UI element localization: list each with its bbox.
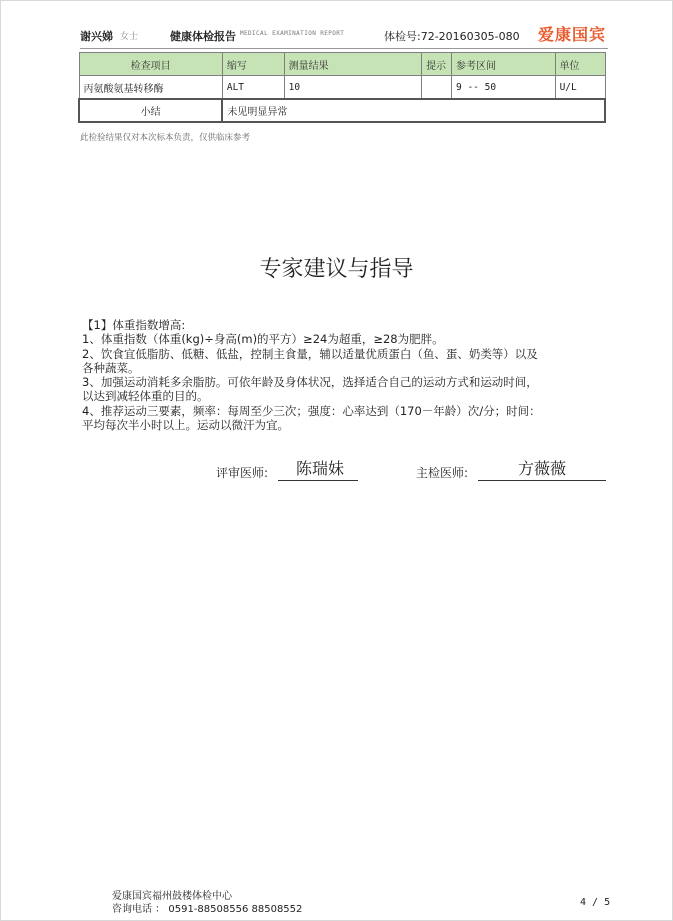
advice-line: 4、推荐运动三要素，频率：每周至少三次；强度：心率达到（170－年龄）次/分；时间： — [82, 403, 541, 418]
advice-line: 各种蔬菜。 — [82, 360, 140, 375]
advice-line: 1、体重指数（体重(kg)÷身高(m)的平方）≥24为超重，≥28为肥胖。 — [82, 332, 444, 347]
patient-title: 女士 — [120, 32, 139, 42]
table-row — [79, 76, 605, 100]
cell-hint — [422, 76, 452, 100]
cell-unit: U/L — [555, 76, 605, 100]
report-title: 健康体检报告 — [170, 30, 236, 43]
chief-name: 方薇薇 — [518, 459, 567, 478]
column-header: 缩写 — [222, 53, 284, 76]
column-header: 检查项目 — [79, 53, 222, 76]
report-header — [80, 22, 608, 48]
result-table — [78, 52, 606, 123]
cell-range: 9 -- 50 — [452, 76, 556, 100]
summary-label: 小结 — [79, 99, 222, 122]
chief-label: 主检医师: — [416, 466, 469, 480]
footer-phone: 咨询电话 ： 0591-88508556 88508552 — [112, 904, 303, 915]
summary-row — [79, 99, 605, 122]
footer-info — [112, 890, 302, 916]
advice-line: 平均每次半小时以上。运动以微汗为宜。 — [82, 418, 289, 433]
column-header: 参考区间 — [452, 53, 556, 76]
cell-abbr: ALT — [222, 76, 284, 100]
column-header: 测量结果 — [284, 53, 421, 76]
section-title: 专家建议与指导 — [259, 257, 414, 282]
brand-logo: 爱康国宾 — [537, 25, 606, 44]
reviewer-signature-line — [278, 480, 358, 481]
summary-value: 未见明显异常 — [222, 99, 605, 122]
cell-item: 丙氨酸氨基转移酶 — [79, 76, 222, 100]
advice-line: 2、饮食宜低脂肪、低糖、低盐，控制主食量，辅以适量优质蛋白（鱼、蛋、奶类等）以及 — [82, 346, 538, 361]
patient-name: 谢兴娣 — [80, 30, 113, 43]
advice-line: 3、加强运动消耗多余脂肪。可依年龄及身体状况，选择适合自己的运动方式和运动时间， — [82, 375, 538, 390]
exam-number: 体检号:72-20160305-080 — [384, 30, 520, 43]
report-title-en: MEDICAL EXAMINATION REPORT — [240, 30, 345, 37]
cell-result: 10 — [284, 76, 421, 100]
advice-line: 以达到减轻体重的目的。 — [82, 389, 209, 404]
table-header-row — [79, 53, 605, 76]
chief-signature-line — [478, 480, 606, 481]
footer-center-name: 爱康国宾福州鼓楼体检中心 — [112, 891, 232, 902]
reviewer-label: 评审医师: — [216, 466, 269, 480]
advice-line: 【1】体重指数增高: — [82, 318, 186, 332]
column-header: 提示 — [422, 53, 452, 76]
disclaimer: 此检验结果仅对本次标本负责，仅供临床参考 — [80, 133, 251, 143]
page-number: 4 / 5 — [580, 897, 611, 908]
reviewer-name: 陈瑞妹 — [296, 459, 345, 478]
header-divider — [80, 48, 608, 49]
advice-text — [82, 318, 612, 432]
column-header: 单位 — [555, 53, 605, 76]
